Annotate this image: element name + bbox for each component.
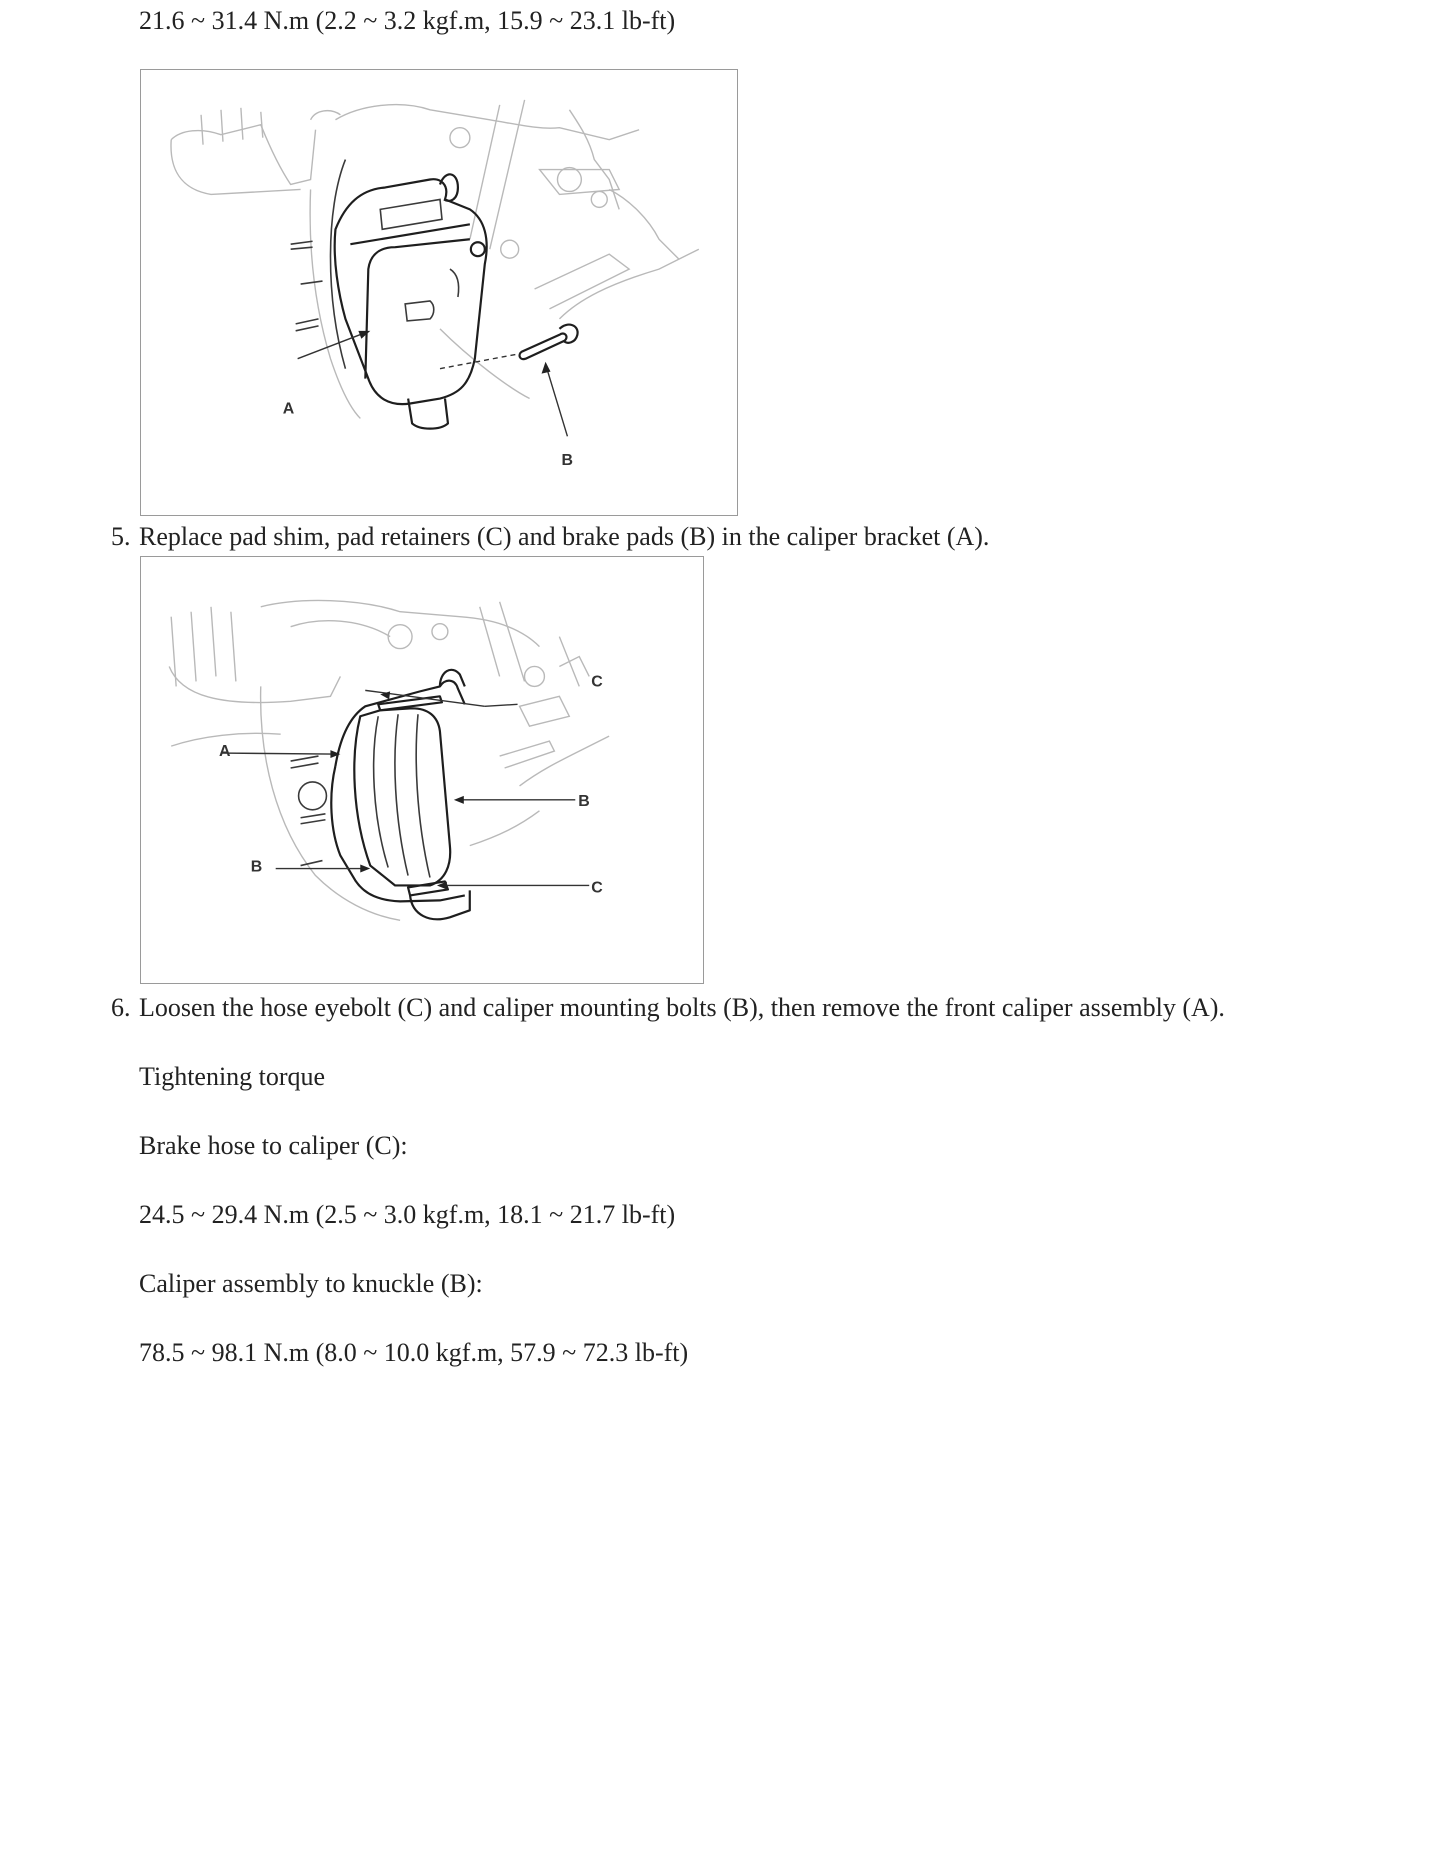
callout-c-top: C (591, 673, 603, 691)
step-5-text: Replace pad shim, pad retainers (C) and brake pads (B) in the caliper bracket (A). (139, 522, 990, 551)
step-5-number: 5. (111, 522, 131, 551)
brake-pads-bracket-drawing (141, 557, 703, 983)
step-6-number: 6. (111, 993, 131, 1022)
brake-hose-torque-value: 24.5 ~ 29.4 N.m (2.5 ~ 3.0 kgf.m, 18.1 ~ 21.7 lb-ft) (139, 1200, 676, 1229)
callout-a: A (282, 400, 295, 418)
callout-b-left: B (250, 858, 263, 876)
caliper-assembly-drawing (141, 70, 737, 515)
step-6-text: Loosen the hose eyebolt (C) and caliper mounting bolts (B), then remove the front caliper assembly (A). (139, 993, 1225, 1022)
callout-c-bottom: C (591, 879, 603, 897)
tightening-torque-heading: Tightening torque (139, 1062, 326, 1091)
brake-hose-torque-label: Brake hose to caliper (C): (139, 1131, 408, 1160)
callout-b-right: B (578, 792, 590, 810)
caliper-knuckle-torque-value: 78.5 ~ 98.1 N.m (8.0 ~ 10.0 kgf.m, 57.9 ~ 72.3 lb-ft) (139, 1338, 689, 1367)
callout-a: A (218, 743, 231, 761)
caliper-knuckle-torque-label: Caliper assembly to knuckle (B): (139, 1269, 483, 1298)
brake-pads-bracket-illustration (140, 556, 704, 984)
torque-spec-top: 21.6 ~ 31.4 N.m (2.2 ~ 3.2 kgf.m, 15.9 ~ 23.1 lb-ft) (139, 6, 676, 35)
caliper-assembly-illustration (140, 69, 738, 516)
callout-b: B (561, 452, 573, 470)
